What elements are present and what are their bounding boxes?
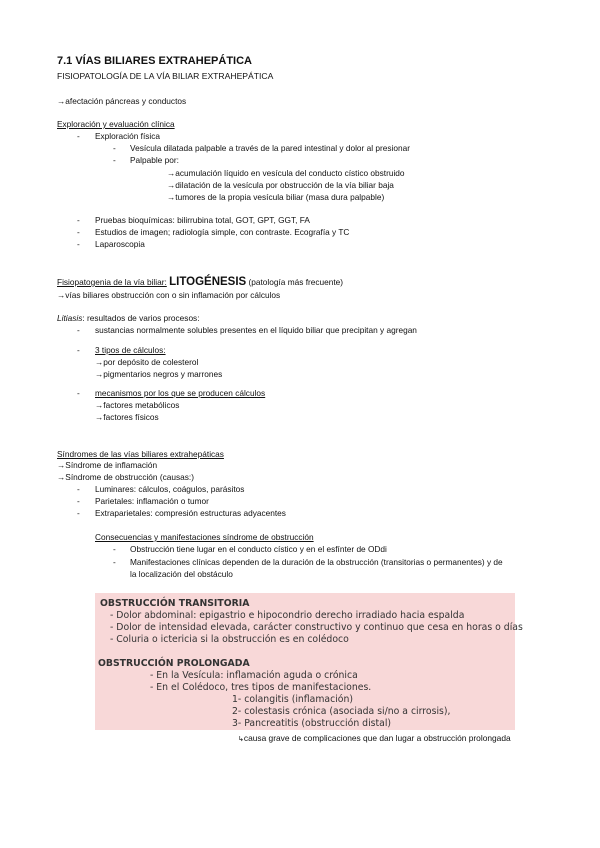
dash-marker: - xyxy=(77,345,80,355)
vesicula-item: Vesícula dilatada palpable a través de la pared intestinal y dolor al presionar xyxy=(130,143,410,153)
transitoria-item: - Dolor de intensidad elevada, carácter constructivo y continuo que cesa en horas o días xyxy=(110,622,523,633)
box-footer xyxy=(238,733,511,745)
dash-marker: - xyxy=(113,155,116,165)
causa-item: Luminares: cálculos, coágulos, parásitos xyxy=(95,484,245,494)
cause-item: →dilatación de la vesícula por obstrucción de la vía biliar baja xyxy=(167,180,394,190)
palpable-item: Palpable por: xyxy=(130,155,179,165)
transitoria-item: - Coluria o ictericia si la obstrucción es en colédoco xyxy=(110,634,349,645)
prolongada-subitem: 3- Pancreatitis (obstrucción distal) xyxy=(232,718,392,729)
consecuencias-heading: Consecuencias y manifestaciones síndrome de obstrucción xyxy=(95,532,314,542)
page-subtitle: FISIOPATOLOGÍA DE LA VÍA BILIAR EXTRAHEPÁTICA xyxy=(57,71,274,81)
sindrome-obstruccion: →Síndrome de obstrucción (causas:) xyxy=(57,472,194,482)
test-item: Pruebas bioquímicas: bilirrubina total, GOT, GPT, GGT, FA xyxy=(95,215,310,225)
dash-marker: - xyxy=(113,143,116,153)
causa-item: Parietales: inflamación o tumor xyxy=(95,496,209,506)
tipo-item: →por depósito de colesterol xyxy=(95,357,199,367)
consecuencia-item: Manifestaciones clínicas dependen de la duración de la obstrucción (transitorias o permanentes) y de xyxy=(130,557,503,567)
fisiopatogenia-line xyxy=(57,276,343,288)
prolongada-subitem: 2- colestasis crónica (asociada si/no a cirrosis), xyxy=(232,706,451,717)
consecuencia-item-cont: la localización del obstáculo xyxy=(130,569,233,579)
mecanismo-item: →factores metabólicos xyxy=(95,400,180,410)
dash-marker: - xyxy=(113,544,116,554)
litogenesis-note: (patología más frecuente) xyxy=(248,277,344,287)
dash-marker: - xyxy=(77,484,80,494)
exploration-fisica: Exploración física xyxy=(95,131,161,141)
sindrome-inflamacion: →Síndrome de inflamación xyxy=(57,460,158,470)
sindromes-heading: Síndromes de las vías biliares extrahepáticas xyxy=(57,449,224,459)
tipo-item: →pigmentarios negros y marrones xyxy=(95,369,223,379)
dash-marker: - xyxy=(77,496,80,506)
exploration-heading: Exploración y evaluación clínica xyxy=(57,119,175,129)
cause-item: →tumores de la propia vesícula biliar (masa dura palpable) xyxy=(167,192,385,202)
litiasis-line xyxy=(57,313,200,323)
cause-item: →acumulación líquido en vesícula del conducto cístico obstruido xyxy=(167,168,405,178)
dash-marker: - xyxy=(77,215,80,225)
dash-marker: - xyxy=(77,131,80,141)
fisiopatogenia-label: Fisiopatogenia de la vía biliar: xyxy=(57,277,167,287)
box-footer-text: causa grave de complicaciones que dan lugar a obstrucción prolongada xyxy=(243,733,511,743)
dash-marker: - xyxy=(77,388,80,398)
prolongada-item: - En el Colédoco, tres tipos de manifestaciones. xyxy=(150,682,372,693)
consecuencia-item: Obstrucción tiene lugar en el conducto cístico y en el esfínter de ODdi xyxy=(130,544,387,554)
mecanismo-item: →factores físicos xyxy=(95,412,159,422)
causa-item: Extraparietales: compresión estructuras adyacentes xyxy=(95,508,286,518)
fisiopatogenia-desc: →vías biliares obstrucción con o sin inflamación por cálculos xyxy=(57,290,281,300)
dash-marker: - xyxy=(77,227,80,237)
litiasis-rest: : resultados de varios procesos: xyxy=(82,313,200,323)
intro-line: →afectación páncreas y conductos xyxy=(57,96,187,106)
prolongada-subitem: 1- colangitis (inflamación) xyxy=(232,694,354,705)
litiasis-word: Litiasis xyxy=(57,313,83,323)
transitoria-heading: OBSTRUCCIÓN TRANSITORIA xyxy=(100,598,250,609)
test-item: Laparoscopia xyxy=(95,239,145,249)
litogenesis-heading: LITOGÉNESIS xyxy=(169,276,247,288)
return-arrow-icon: ↳ xyxy=(238,736,244,743)
prolongada-item: - En la Vesícula: inflamación aguda o crónica xyxy=(150,670,358,681)
dash-marker: - xyxy=(77,508,80,518)
prolongada-heading: OBSTRUCCIÓN PROLONGADA xyxy=(98,658,250,669)
tipos-calculos: 3 tipos de cálculos: xyxy=(95,345,166,355)
dash-marker: - xyxy=(77,239,80,249)
transitoria-item: - Dolor abdominal: epigastrio e hipocondrio derecho irradiado hacia espalda xyxy=(110,610,465,621)
test-item: Estudios de imagen; radiología simple, con contraste. Ecografía y TC xyxy=(95,227,350,237)
litiasis-item: sustancias normalmente solubles presentes en el líquido biliar que precipitan y agregan xyxy=(95,325,417,335)
dash-marker: - xyxy=(77,325,80,335)
dash-marker: - xyxy=(113,557,116,567)
mecanismos-heading: mecanismos por los que se producen cálculos xyxy=(95,388,266,398)
page-title: 7.1 VÍAS BILIARES EXTRAHEPÁTICA xyxy=(57,55,252,67)
